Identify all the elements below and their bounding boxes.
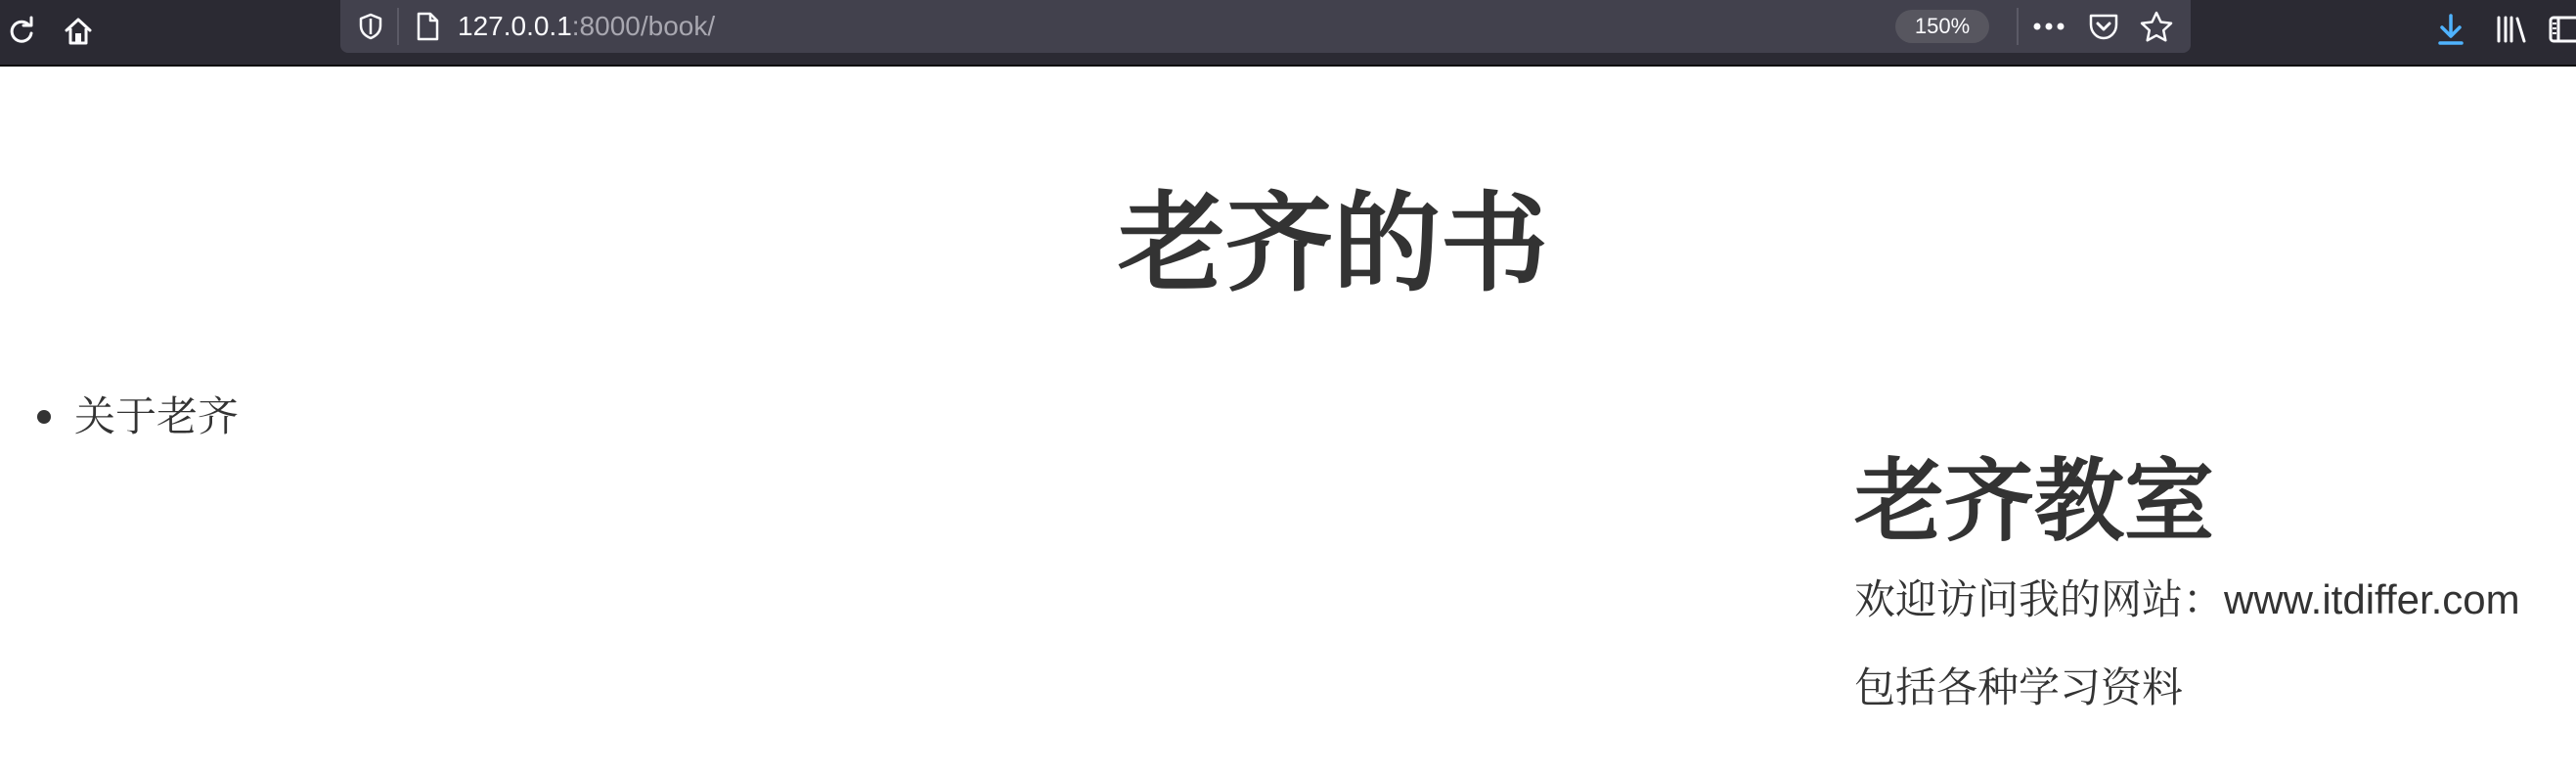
page-actions-button[interactable] xyxy=(2030,8,2067,45)
address-bar[interactable] xyxy=(340,0,2191,53)
sidebar-line-materials: 包括各种学习资料 xyxy=(1854,664,2184,710)
page-info-button[interactable] xyxy=(409,8,446,45)
url-text[interactable] xyxy=(458,10,715,43)
url-path: :8000/book/ xyxy=(571,11,716,41)
reload-icon xyxy=(6,16,37,47)
sidebar-button[interactable] xyxy=(2547,10,2576,49)
url-host: 127.0.0.1 xyxy=(458,11,572,41)
page-icon xyxy=(415,12,440,41)
downloads-button[interactable] xyxy=(2431,10,2470,49)
sidebar-line-website: 欢迎访问我的网站：www.itdiffer.com xyxy=(1854,576,2520,622)
bookmark-button[interactable] xyxy=(2138,8,2175,45)
nav-item-about[interactable] xyxy=(37,388,239,446)
urlbar-divider xyxy=(397,8,399,45)
shield-icon xyxy=(358,13,383,40)
home-icon xyxy=(62,15,95,48)
more-icon xyxy=(2032,22,2065,31)
nav-item-label[interactable]: 关于老齐 xyxy=(74,393,240,439)
star-icon xyxy=(2140,11,2173,42)
urlbar-actions-divider xyxy=(2017,8,2019,45)
nav-list xyxy=(37,388,239,446)
library-icon xyxy=(2494,14,2529,45)
browser-toolbar xyxy=(0,0,2576,67)
home-button[interactable] xyxy=(57,10,100,53)
tracking-protection-button[interactable] xyxy=(352,8,389,45)
sidebar-panel xyxy=(1854,448,2558,732)
pocket-icon xyxy=(2088,12,2119,41)
sidebar-icon xyxy=(2547,14,2576,45)
library-button[interactable] xyxy=(2492,10,2531,49)
pocket-button[interactable] xyxy=(2085,8,2122,45)
zoom-reset-button[interactable]: 150% xyxy=(1895,10,1989,43)
page-title: 老齐的书 xyxy=(1118,184,1548,304)
reload-button[interactable] xyxy=(0,10,43,53)
download-icon xyxy=(2436,13,2465,46)
sidebar-heading: 老齐教室 xyxy=(1854,452,2215,552)
